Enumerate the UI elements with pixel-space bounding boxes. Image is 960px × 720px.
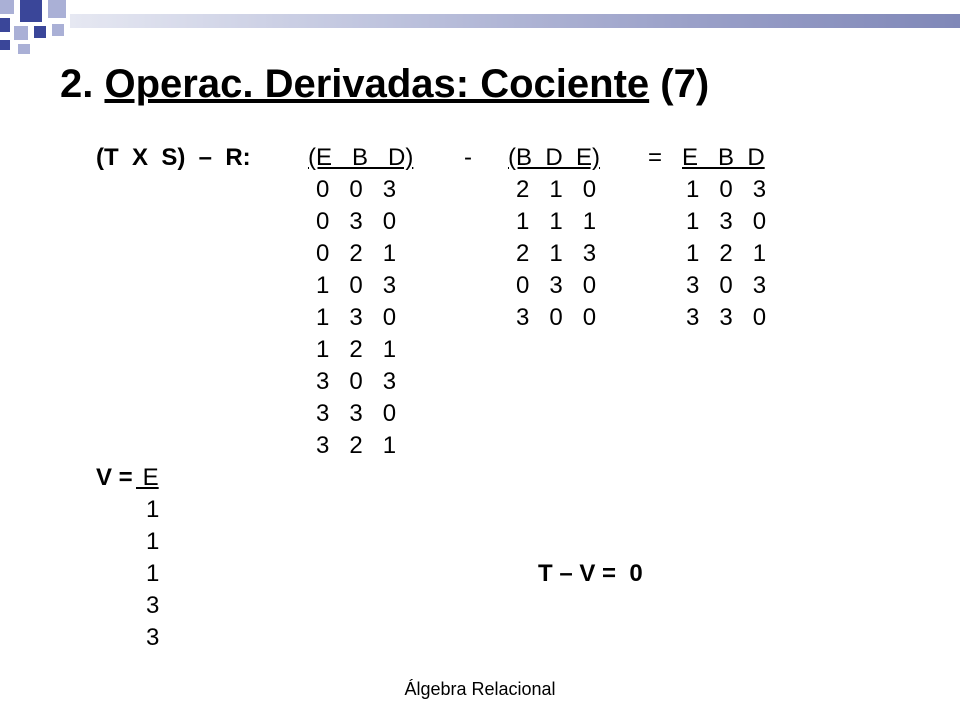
list-item: 1 [146, 528, 160, 555]
v-label: V = [96, 464, 133, 491]
result-line: T – V = 0 [538, 560, 643, 587]
table-row: 0 3 0 [316, 208, 397, 235]
table-row: 2 1 3 [516, 240, 597, 267]
decor-square-dark-4 [0, 40, 10, 50]
table-row: 1 0 3 [686, 176, 767, 203]
title-underlined: Operac. Derivadas: Cociente [104, 62, 650, 106]
table-row: 0 3 0 [516, 272, 597, 299]
expression-left: (T X S) – R: [96, 144, 251, 171]
decor-square-light-1 [0, 0, 14, 14]
table-row: 1 1 1 [516, 208, 597, 235]
list-item: 3 [146, 624, 160, 651]
header-gradient-bar [70, 14, 960, 28]
table-row: 3 3 0 [316, 400, 397, 427]
equals-sign: = [648, 144, 663, 171]
decor-square-light-2 [48, 0, 66, 18]
table-row: 1 2 1 [686, 240, 767, 267]
slide-footer: Álgebra Relacional [404, 679, 556, 699]
table-row: 3 0 3 [686, 272, 767, 299]
header-bde: (B D E) [508, 144, 601, 171]
header-ebd: (E B D) [308, 144, 414, 171]
table-row: 3 3 0 [686, 304, 767, 331]
decor-square-dark-2 [0, 18, 10, 32]
table-row: 1 0 3 [316, 272, 397, 299]
decor-square-dark-1 [20, 0, 42, 22]
title-number: 2. [60, 62, 94, 106]
list-item: 1 [146, 496, 160, 523]
table-row: 1 2 1 [316, 336, 397, 363]
minus-sign: - [464, 144, 472, 171]
table-row: 3 0 0 [516, 304, 597, 331]
table-row: 3 2 1 [316, 432, 397, 459]
table-row: 2 1 0 [516, 176, 597, 203]
decor-square-light-4 [52, 24, 64, 36]
slide-title [60, 62, 709, 107]
header-result: E B D [682, 144, 765, 171]
v-header: E [136, 464, 159, 491]
table-row: 0 0 3 [316, 176, 397, 203]
title-suffix: (7) [660, 62, 710, 106]
decor-square-dark-3 [34, 26, 46, 38]
decor-square-light-3 [14, 26, 28, 40]
table-row: 0 2 1 [316, 240, 397, 267]
decor-square-light-5 [18, 44, 30, 54]
list-item: 3 [146, 592, 160, 619]
table-row: 3 0 3 [316, 368, 397, 395]
table-row: 1 3 0 [686, 208, 767, 235]
list-item: 1 [146, 560, 160, 587]
table-row: 1 3 0 [316, 304, 397, 331]
